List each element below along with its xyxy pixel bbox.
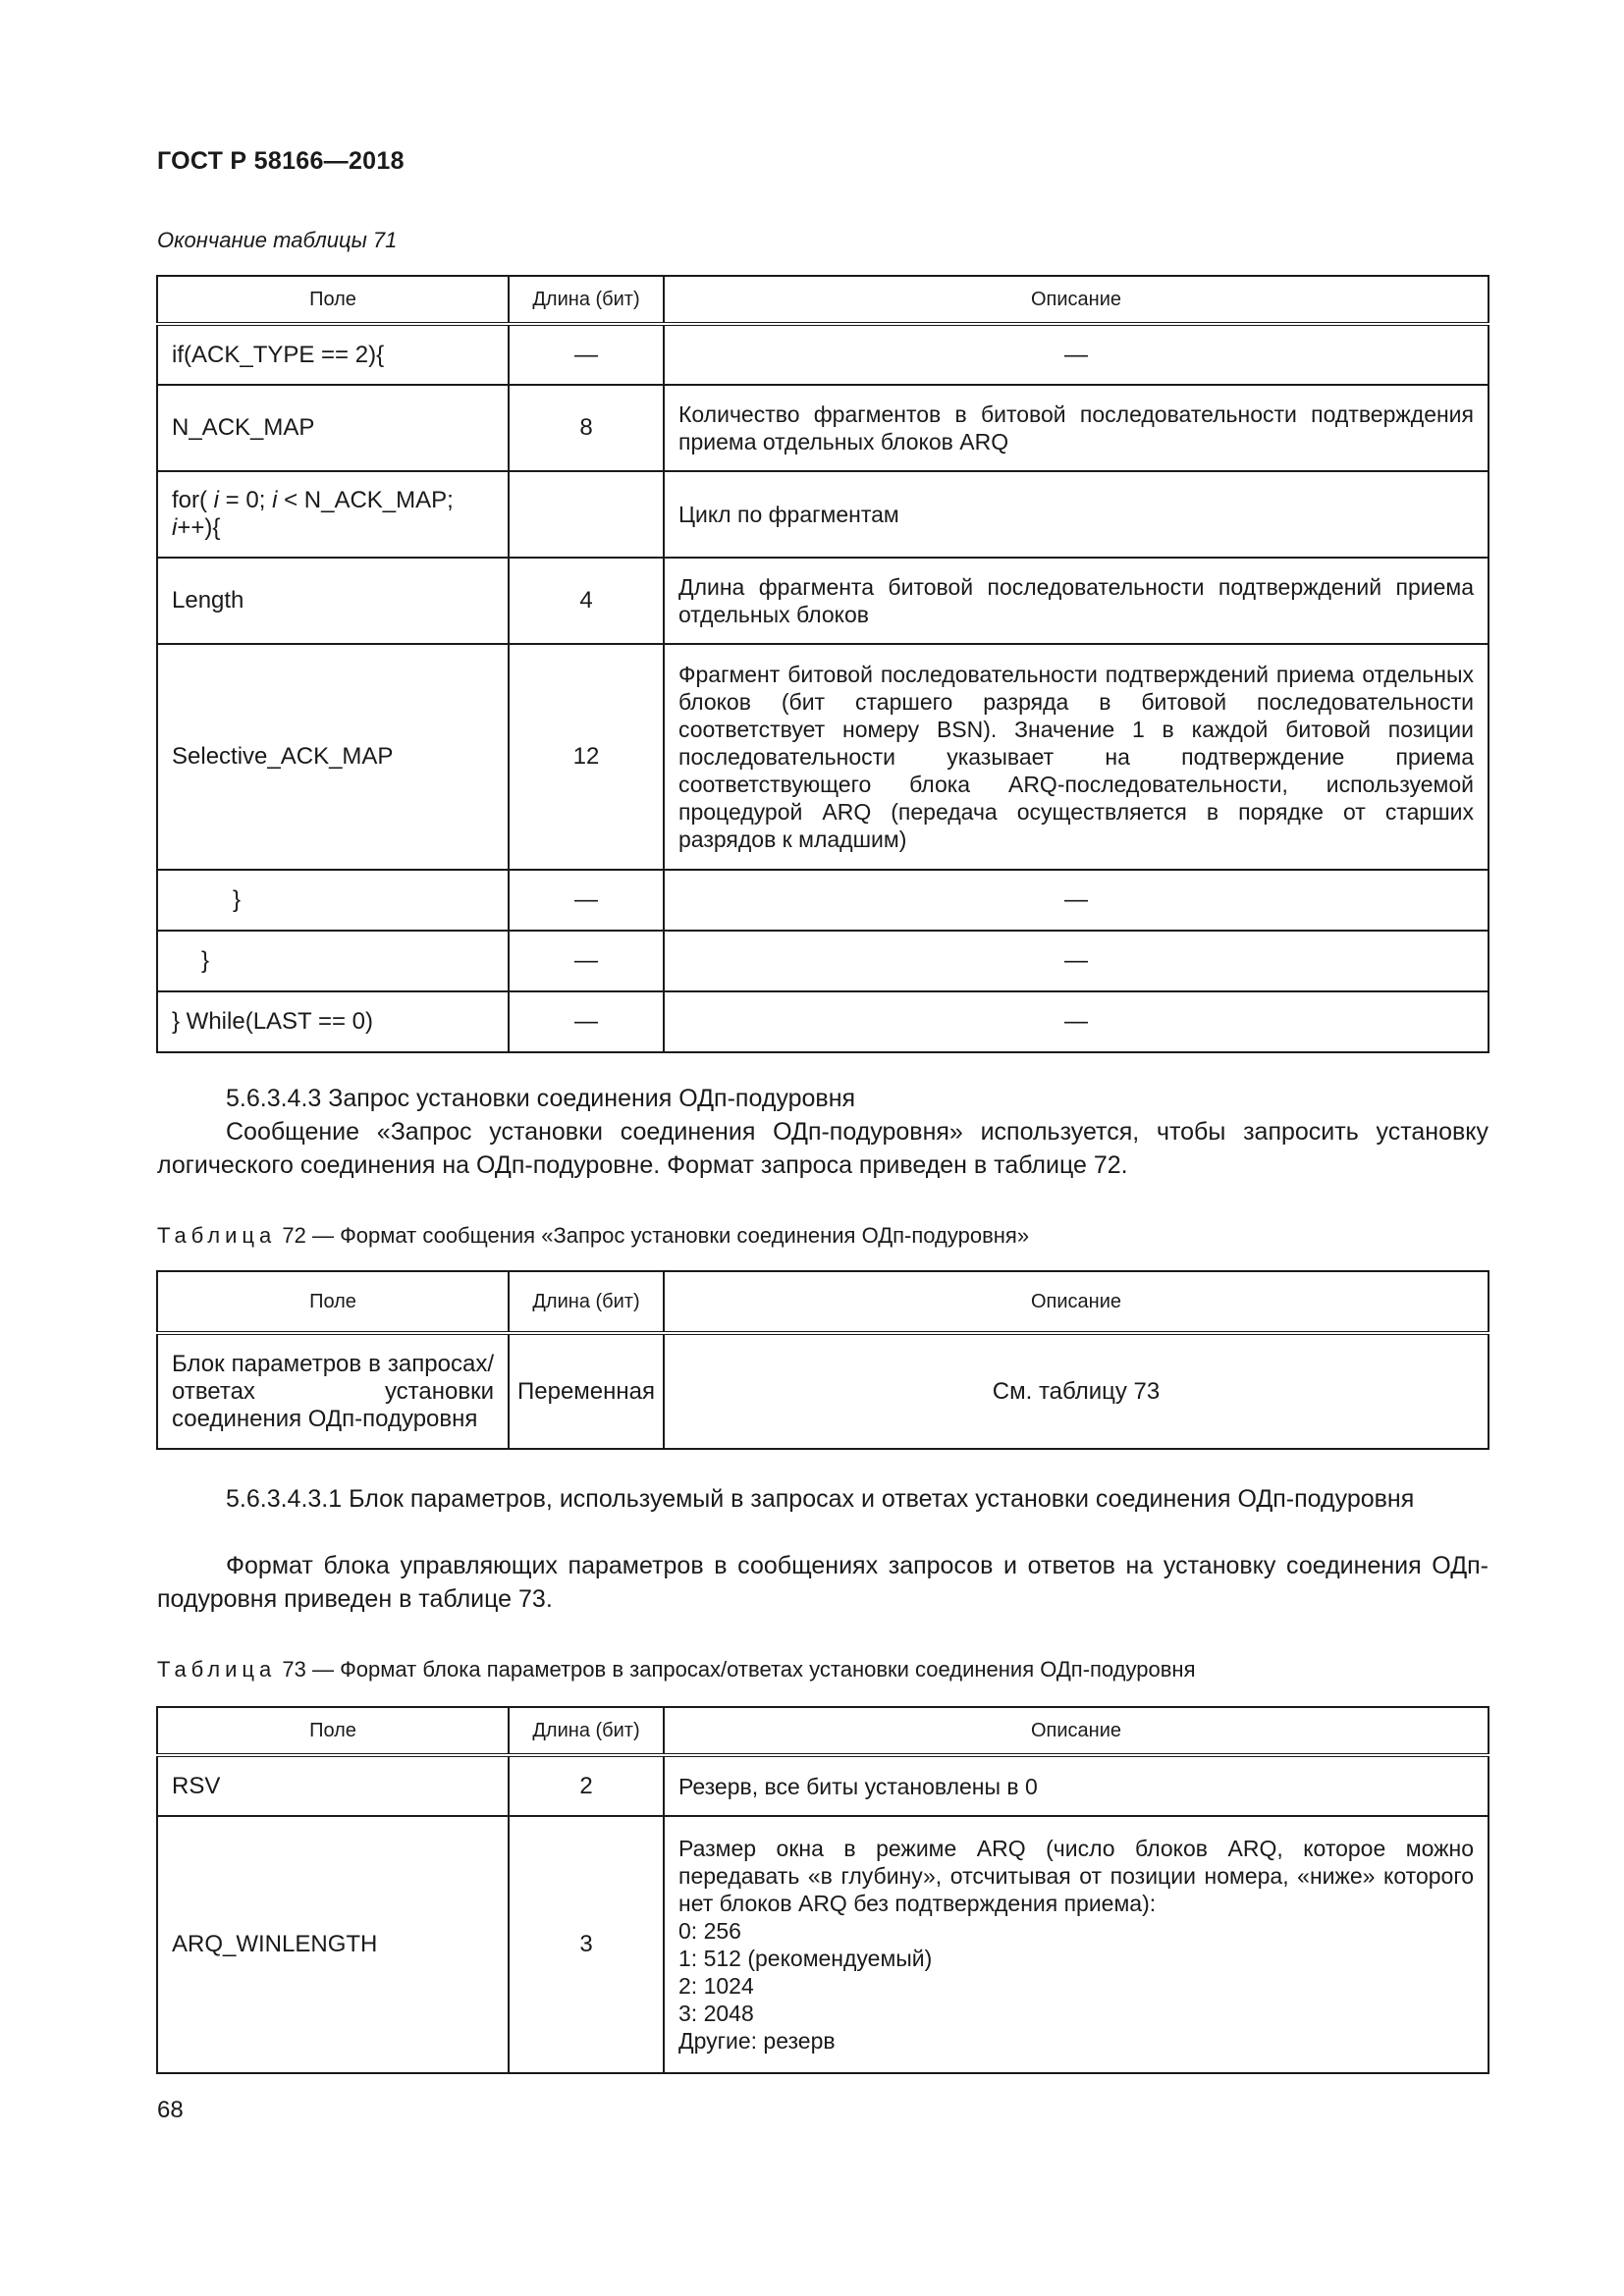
table-row xyxy=(157,324,1489,385)
field-var-i: i xyxy=(172,514,178,541)
table-row xyxy=(157,558,1489,644)
table-caption-label: Таблица xyxy=(157,1657,277,1682)
table-header-row xyxy=(157,276,1489,324)
cell-description: — xyxy=(664,324,1489,385)
column-header-description: Описание xyxy=(664,276,1489,324)
cell-field: N_ACK_MAP xyxy=(157,385,509,471)
cell-description xyxy=(664,1816,1489,2073)
table-header-row xyxy=(157,1271,1489,1333)
field-text-part: < N_ACK_MAP; xyxy=(277,487,454,513)
table-row xyxy=(157,385,1489,471)
column-header-length: Длина (бит) xyxy=(509,1707,664,1755)
table-caption-text: 72 — Формат сообщения «Запрос установки соединения ОДп-подуровня» xyxy=(276,1223,1030,1248)
table-71 xyxy=(156,275,1489,1053)
description-intro: Размер окна в режиме ARQ (число блоков ARQ, которое можно передавать «в глубину», отсчитывая от позиции номера, «ниже» которого нет блоков ARQ без подтверждения приема): xyxy=(678,1836,1474,1916)
table-73 xyxy=(156,1706,1489,2074)
table-row xyxy=(157,870,1489,931)
cell-length: 4 xyxy=(509,558,664,644)
cell-description: Количество фрагментов в битовой последовательности подтверждения приема отдельных блоков ARQ xyxy=(664,385,1489,471)
cell-description: Длина фрагмента битовой последовательности подтверждений приема отдельных блоков xyxy=(664,558,1489,644)
cell-field: RSV xyxy=(157,1755,509,1816)
field-var-i: i xyxy=(272,487,278,513)
cell-field xyxy=(157,471,509,558)
field-text-part: = 0; xyxy=(219,487,273,513)
field-text-part: ++){ xyxy=(177,514,221,541)
table-caption-text: 73 — Формат блока параметров в запросах/ответах установки соединения ОДп-подуровня xyxy=(276,1657,1196,1682)
document-header: ГОСТ Р 58166—2018 xyxy=(157,147,405,175)
cell-length: 2 xyxy=(509,1755,664,1816)
table-header-row xyxy=(157,1707,1489,1755)
cell-description: — xyxy=(664,870,1489,931)
field-var-i: i xyxy=(213,487,220,513)
cell-length xyxy=(509,471,664,558)
cell-length: 8 xyxy=(509,385,664,471)
table-row xyxy=(157,931,1489,991)
section-heading-5-6-3-4-3-1: 5.6.3.4.3.1 Блок параметров, используемый в запросах и ответах установки соединения ОДп-подуровня xyxy=(226,1485,1415,1513)
cell-description: См. таблицу 73 xyxy=(664,1333,1489,1449)
cell-description: — xyxy=(664,931,1489,991)
cell-field: } xyxy=(157,931,509,991)
cell-field: Length xyxy=(157,558,509,644)
table-72 xyxy=(156,1270,1489,1450)
table-row xyxy=(157,1755,1489,1816)
section-heading-5-6-3-4-3: 5.6.3.4.3 Запрос установки соединения ОДп-подуровня xyxy=(226,1085,856,1112)
cell-description: — xyxy=(664,991,1489,1052)
option-list xyxy=(678,1917,1474,2055)
option-item: 2: 1024 xyxy=(678,1973,754,1999)
table72-caption xyxy=(157,1223,1029,1249)
option-item: Другие: резерв xyxy=(678,2028,836,2054)
cell-field: if(ACK_TYPE == 2){ xyxy=(157,324,509,385)
section-paragraph: Формат блока управляющих параметров в сообщениях запросов и ответов на установку соединения ОДп-подуровня приведен в таблице 73. xyxy=(157,1552,1489,1613)
cell-length: — xyxy=(509,870,664,931)
column-header-description: Описание xyxy=(664,1707,1489,1755)
cell-length: — xyxy=(509,324,664,385)
cell-length: 3 xyxy=(509,1816,664,2073)
table-row xyxy=(157,1333,1489,1449)
cell-length: — xyxy=(509,931,664,991)
table-caption-label: Таблица xyxy=(157,1223,277,1248)
section-paragraph: Сообщение «Запрос установки соединения ОДп-подуровня» используется, чтобы запросить установку логического соединения на ОДп-подуровне. Формат запроса приведен в таблице 72. xyxy=(157,1118,1489,1179)
column-header-description: Описание xyxy=(664,1271,1489,1333)
cell-length: 12 xyxy=(509,644,664,870)
table73-caption xyxy=(157,1657,1196,1682)
cell-field: Selective_ACK_MAP xyxy=(157,644,509,870)
page-number: 68 xyxy=(157,2097,184,2123)
cell-length: — xyxy=(509,991,664,1052)
cell-field: ARQ_WINLENGTH xyxy=(157,1816,509,2073)
table-row xyxy=(157,1816,1489,2073)
table-row xyxy=(157,644,1489,870)
column-header-field: Поле xyxy=(157,1707,509,1755)
cell-description: Резерв, все биты установлены в 0 xyxy=(664,1755,1489,1816)
cell-field: Блок параметров в запросах/ответах установки соединения ОДп-подуровня xyxy=(157,1333,509,1449)
option-item: 3: 2048 xyxy=(678,2001,754,2026)
field-text-part: for( xyxy=(172,487,214,513)
column-header-length: Длина (бит) xyxy=(509,1271,664,1333)
cell-field: } While(LAST == 0) xyxy=(157,991,509,1052)
cell-field: } xyxy=(157,870,509,931)
option-item: 1: 512 (рекомендуемый) xyxy=(678,1946,933,1971)
cell-length: Переменная xyxy=(509,1333,664,1449)
column-header-field: Поле xyxy=(157,276,509,324)
column-header-length: Длина (бит) xyxy=(509,276,664,324)
column-header-field: Поле xyxy=(157,1271,509,1333)
table-row xyxy=(157,471,1489,558)
table71-caption: Окончание таблицы 71 xyxy=(157,228,398,252)
option-item: 0: 256 xyxy=(678,1918,741,1944)
table-row xyxy=(157,991,1489,1052)
cell-description: Цикл по фрагментам xyxy=(664,471,1489,558)
cell-description: Фрагмент битовой последовательности подтверждений приема отдельных блоков (бит старшего разряда в битовой последовательности соответствует номеру BSN). Значение 1 в каждой битовой позиции последовательности указывает на подтверждение приема соответствующего блока ARQ-последовательности, используемой процедурой ARQ (передача осуществляется в порядке от старших разрядов к младшим) xyxy=(664,644,1489,870)
